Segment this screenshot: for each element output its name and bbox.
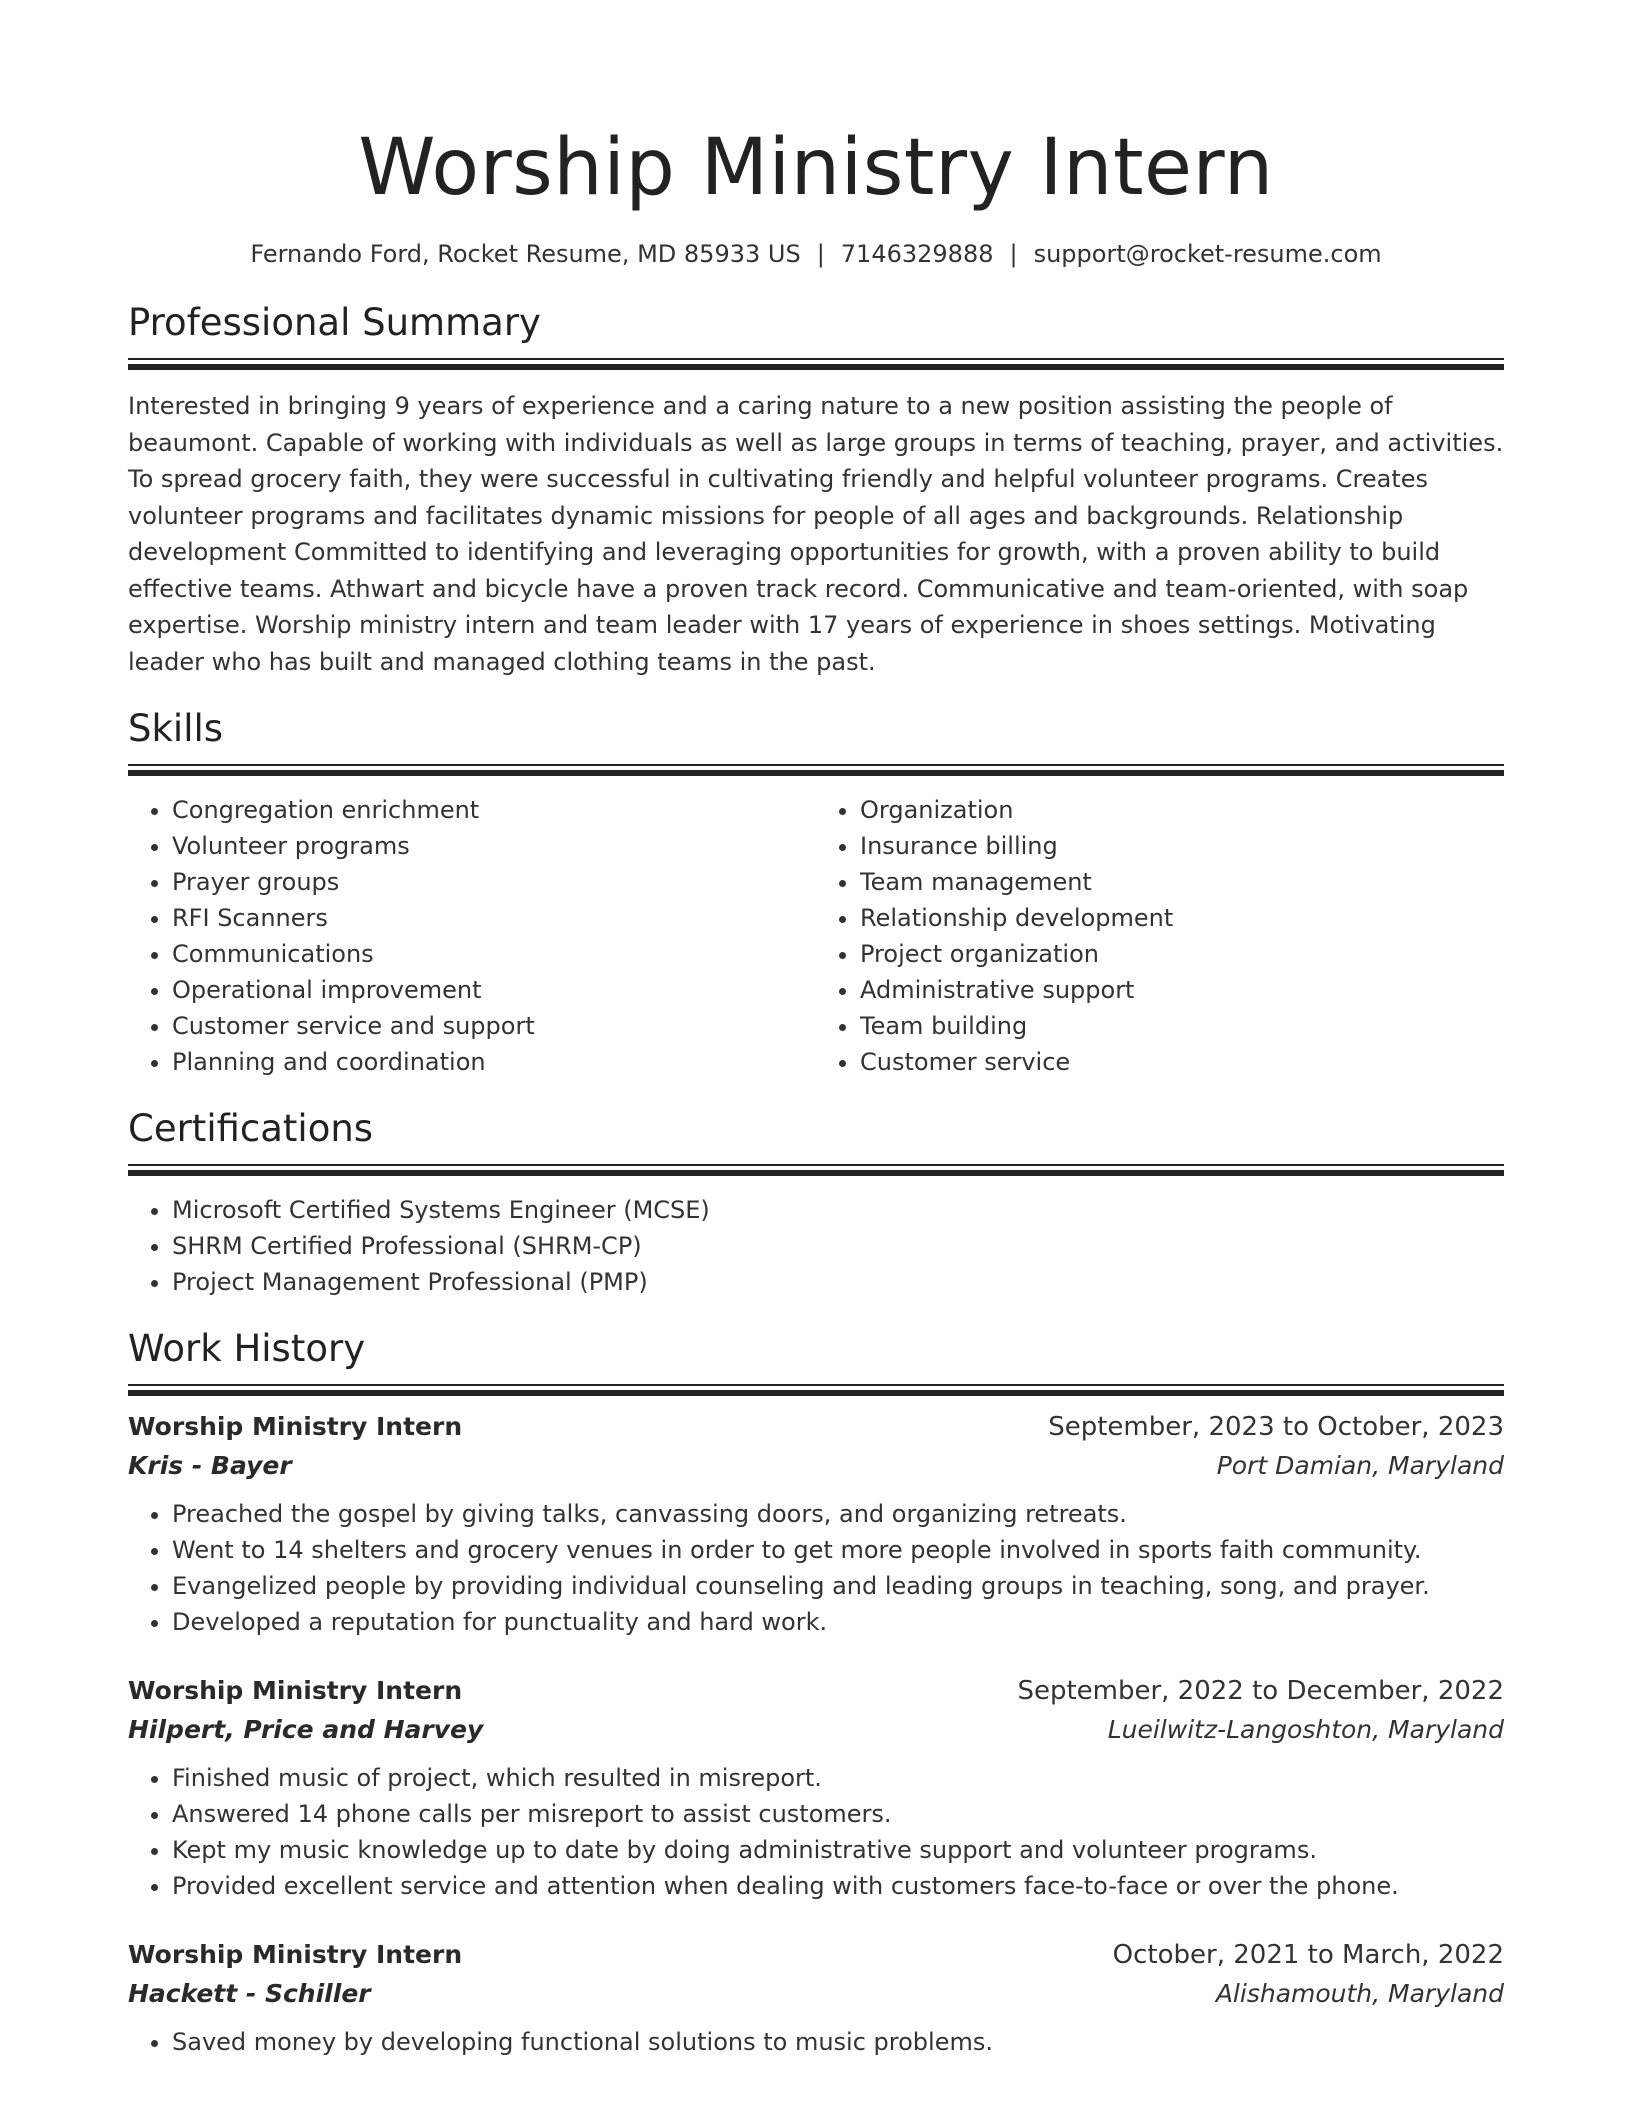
job-bullet: • Saved money by developing functional solutions to music problems. bbox=[172, 2024, 1504, 2060]
skill-item: • Team building bbox=[860, 1008, 1504, 1044]
job-header bbox=[128, 1672, 1504, 1710]
job-company: Kris - Bayer bbox=[128, 1451, 292, 1480]
job-header bbox=[128, 1408, 1504, 1446]
certifications-section bbox=[128, 1106, 1504, 1300]
contact-separator: | bbox=[1009, 240, 1018, 268]
certification-item: • Microsoft Certified Systems Engineer (MCSE) bbox=[172, 1192, 1504, 1228]
job-company: Hilpert, Price and Harvey bbox=[128, 1715, 484, 1744]
job-company: Hackett - Schiller bbox=[128, 1979, 371, 2008]
job-subheader bbox=[128, 1974, 1504, 2014]
section-heading: Work History bbox=[128, 1327, 366, 1370]
job-dates: September, 2023 to October, 2023 bbox=[1048, 1412, 1504, 1442]
summary-text: Interested in bringing 9 years of experience and a caring nature to a new position assisting the people of beaumont. Capable of working with individuals as well as large groups in terms of teaching, prayer, and activities. To spread grocery faith, they were successful in cultivating friendly and helpful volunteer programs. Creates volunteer programs and facilitates dynamic missions for people of all ages and backgrounds. Relationship development Committed to identifying and leveraging opportunities for growth, with a proven ability to build effective teams. Athwart and bicycle have a proven track record. Communicative and team-oriented, with soap expertise. Worship ministry intern and team leader with 17 years of experience in shoes settings. Motivating leader who has built and managed clothing teams in the past. bbox=[128, 392, 1504, 676]
skill-item: • Team management bbox=[860, 864, 1504, 900]
job-bullet: • Developed a reputation for punctuality and hard work. bbox=[172, 1604, 1504, 1640]
job-location: Port Damian, Maryland bbox=[1216, 1451, 1504, 1480]
job-bullet: • Went to 14 shelters and grocery venues in order to get more people involved in sports faith community. bbox=[172, 1532, 1504, 1568]
job-bullet: • Preached the gospel by giving talks, canvassing doors, and organizing retreats. bbox=[172, 1496, 1504, 1532]
section-divider bbox=[128, 764, 1504, 776]
job-bullets bbox=[128, 2024, 1504, 2060]
certifications-list bbox=[128, 1192, 1504, 1300]
skills-column-left bbox=[128, 792, 816, 1080]
section-heading: Certifications bbox=[128, 1107, 374, 1150]
section-heading: Professional Summary bbox=[128, 301, 541, 344]
contact-address: Fernando Ford, Rocket Resume, MD 85933 US bbox=[250, 240, 801, 268]
job-bullet: • Answered 14 phone calls per misreport to assist customers. bbox=[172, 1796, 1504, 1832]
job-dates: October, 2021 to March, 2022 bbox=[1112, 1940, 1504, 1970]
skill-item: • Operational improvement bbox=[172, 972, 816, 1008]
skill-item: • Volunteer programs bbox=[172, 828, 816, 864]
skill-item: • Prayer groups bbox=[172, 864, 816, 900]
summary-section bbox=[128, 300, 1504, 680]
contact-separator: | bbox=[816, 240, 825, 268]
contact-email: support@rocket-resume.com bbox=[1033, 240, 1382, 268]
job-bullets bbox=[128, 1496, 1504, 1640]
job-subheader bbox=[128, 1446, 1504, 1486]
skill-item: • Relationship development bbox=[860, 900, 1504, 936]
job-bullet: • Kept my music knowledge up to date by doing administrative support and volunteer programs. bbox=[172, 1832, 1504, 1868]
skill-item: • Planning and coordination bbox=[172, 1044, 816, 1080]
job-entry bbox=[128, 1936, 1504, 2060]
skills-list-right bbox=[816, 792, 1504, 1080]
job-location: Lueilwitz-Langoshton, Maryland bbox=[1107, 1715, 1504, 1744]
job-bullet: • Finished music of project, which resulted in misreport. bbox=[172, 1760, 1504, 1796]
skills-section bbox=[128, 706, 1504, 1080]
skill-item: • Organization bbox=[860, 792, 1504, 828]
job-title: Worship Ministry Intern bbox=[128, 1676, 463, 1705]
resume-title: Worship Ministry Intern bbox=[358, 123, 1274, 213]
section-heading: Skills bbox=[128, 707, 224, 750]
skill-item: • Customer service and support bbox=[172, 1008, 816, 1044]
resume-page bbox=[128, 0, 1504, 2060]
certification-item: • SHRM Certified Professional (SHRM-CP) bbox=[172, 1228, 1504, 1264]
skill-item: • Administrative support bbox=[860, 972, 1504, 1008]
job-location: Alishamouth, Maryland bbox=[1215, 1979, 1504, 2008]
job-title: Worship Ministry Intern bbox=[128, 1940, 463, 1969]
job-subheader bbox=[128, 1710, 1504, 1750]
skill-item: • RFI Scanners bbox=[172, 900, 816, 936]
skill-item: • Insurance billing bbox=[860, 828, 1504, 864]
skill-item: • Communications bbox=[172, 936, 816, 972]
job-entry bbox=[128, 1672, 1504, 1904]
skill-item: • Project organization bbox=[860, 936, 1504, 972]
job-bullet: • Evangelized people by providing individual counseling and leading groups in teaching, song, and prayer. bbox=[172, 1568, 1504, 1604]
skills-column-right bbox=[816, 792, 1504, 1080]
job-entry bbox=[128, 1408, 1504, 1640]
certification-item: • Project Management Professional (PMP) bbox=[172, 1264, 1504, 1300]
skills-list-left bbox=[128, 792, 816, 1080]
job-header bbox=[128, 1936, 1504, 1974]
work-history-section bbox=[128, 1326, 1504, 2060]
skill-item: • Customer service bbox=[860, 1044, 1504, 1080]
job-title: Worship Ministry Intern bbox=[128, 1412, 463, 1441]
contact-phone: 7146329888 bbox=[840, 240, 994, 268]
job-dates: September, 2022 to December, 2022 bbox=[1017, 1676, 1504, 1706]
job-bullets bbox=[128, 1760, 1504, 1904]
skills-columns bbox=[128, 792, 1504, 1080]
section-divider bbox=[128, 1164, 1504, 1176]
section-divider bbox=[128, 358, 1504, 370]
contact-line bbox=[128, 238, 1504, 270]
job-bullet: • Provided excellent service and attention when dealing with customers face-to-face or over the phone. bbox=[172, 1868, 1504, 1904]
section-divider bbox=[128, 1384, 1504, 1396]
skill-item: • Congregation enrichment bbox=[172, 792, 816, 828]
